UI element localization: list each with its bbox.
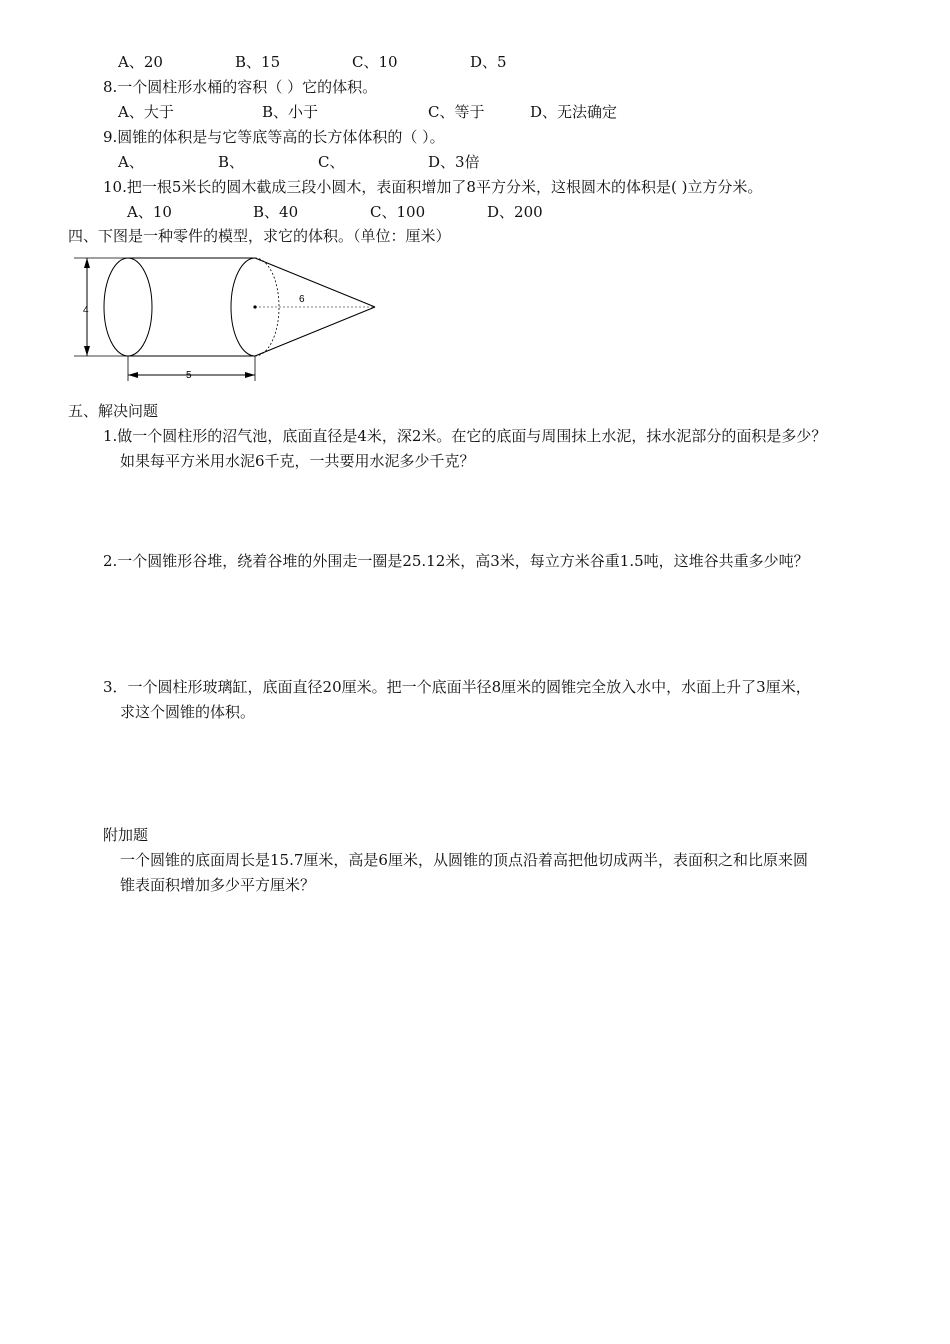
q8-option-c: C、等于 <box>428 103 485 121</box>
part-model-figure <box>0 0 950 400</box>
q8-option-d: D、无法确定 <box>530 103 618 121</box>
q7-option-c: C、10 <box>352 53 398 71</box>
cylinder-left-base <box>104 258 152 356</box>
q8-option-a: A、大于 <box>118 103 174 121</box>
cone-bottom-edge <box>255 307 375 356</box>
q10-option-b: B、40 <box>253 203 299 221</box>
bonus-heading: 附加题 <box>103 826 149 844</box>
length-label: 5 <box>186 370 192 381</box>
bonus-line1: 一个圆锥的底面周长是15.7厘米，高是6厘米，从圆锥的顶点沿着高把他切成两半，表面积之和比原来圆 <box>120 851 808 869</box>
q9-option-c: C、 <box>318 153 345 171</box>
problem3-line1: 3．一个圆柱形玻璃缸，底面直径20厘米。把一个底面半径8厘米的圆锥完全放入水中，水面上升了3厘米， <box>103 678 811 696</box>
q9-option-d: D、3倍 <box>428 153 480 171</box>
q9-option-b: B、 <box>218 153 245 171</box>
bonus-line2: 锥表面积增加多少平方厘米？ <box>120 876 316 894</box>
arrow-right-icon <box>245 372 255 378</box>
section4-heading: 四、下图是一种零件的模型，求它的体积。（单位：厘米） <box>68 227 451 245</box>
problem3-line2: 求这个圆锥的体积。 <box>120 703 256 721</box>
arrow-down-icon <box>84 346 90 356</box>
diameter-label: 4 <box>83 305 89 316</box>
problem1-line2: 如果每平方米用水泥6千克，一共要用水泥多少千克？ <box>120 452 475 470</box>
q10-option-c: C、100 <box>370 203 426 221</box>
problem1-line1: 1.做一个圆柱形的沼气池，底面直径是4米，深2米。在它的底面与周围抹上水泥，抹水泥部分的面积是多少？ <box>103 427 827 445</box>
problem2: 2.一个圆锥形谷堆，绕着谷堆的外围走一圈是25.12米，高3米，每立方米谷重1.5吨，这堆谷共重多少吨？ <box>103 552 809 570</box>
section5-heading: 五、解决问题 <box>68 402 159 420</box>
q7-option-d: D、5 <box>470 53 507 71</box>
arrow-up-icon <box>84 258 90 268</box>
cylinder-right-base-front <box>231 258 255 356</box>
q7-option-a: A、20 <box>118 53 163 71</box>
base-center-dot <box>253 305 256 308</box>
q7-option-b: B、15 <box>235 53 281 71</box>
q9-stem: 9.圆锥的体积是与它等底等高的长方体体积的（ ）。 <box>103 128 445 146</box>
cone-top-edge <box>255 258 375 307</box>
q10-option-d: D、200 <box>487 203 543 221</box>
q9-option-a: A、 <box>118 153 144 171</box>
q10-stem: 10.把一根5米长的圆木截成三段小圆木，表面积增加了8平方分米，这根圆木的体积是( )立方分米。 <box>103 178 763 196</box>
arrow-left-icon <box>128 372 138 378</box>
cone-height-label: 6 <box>299 294 305 305</box>
q8-option-b: B、小于 <box>262 103 319 121</box>
q10-option-a: A、10 <box>127 203 172 221</box>
q8-stem: 8.一个圆柱形水桶的容积（ ）它的体积。 <box>103 78 378 96</box>
